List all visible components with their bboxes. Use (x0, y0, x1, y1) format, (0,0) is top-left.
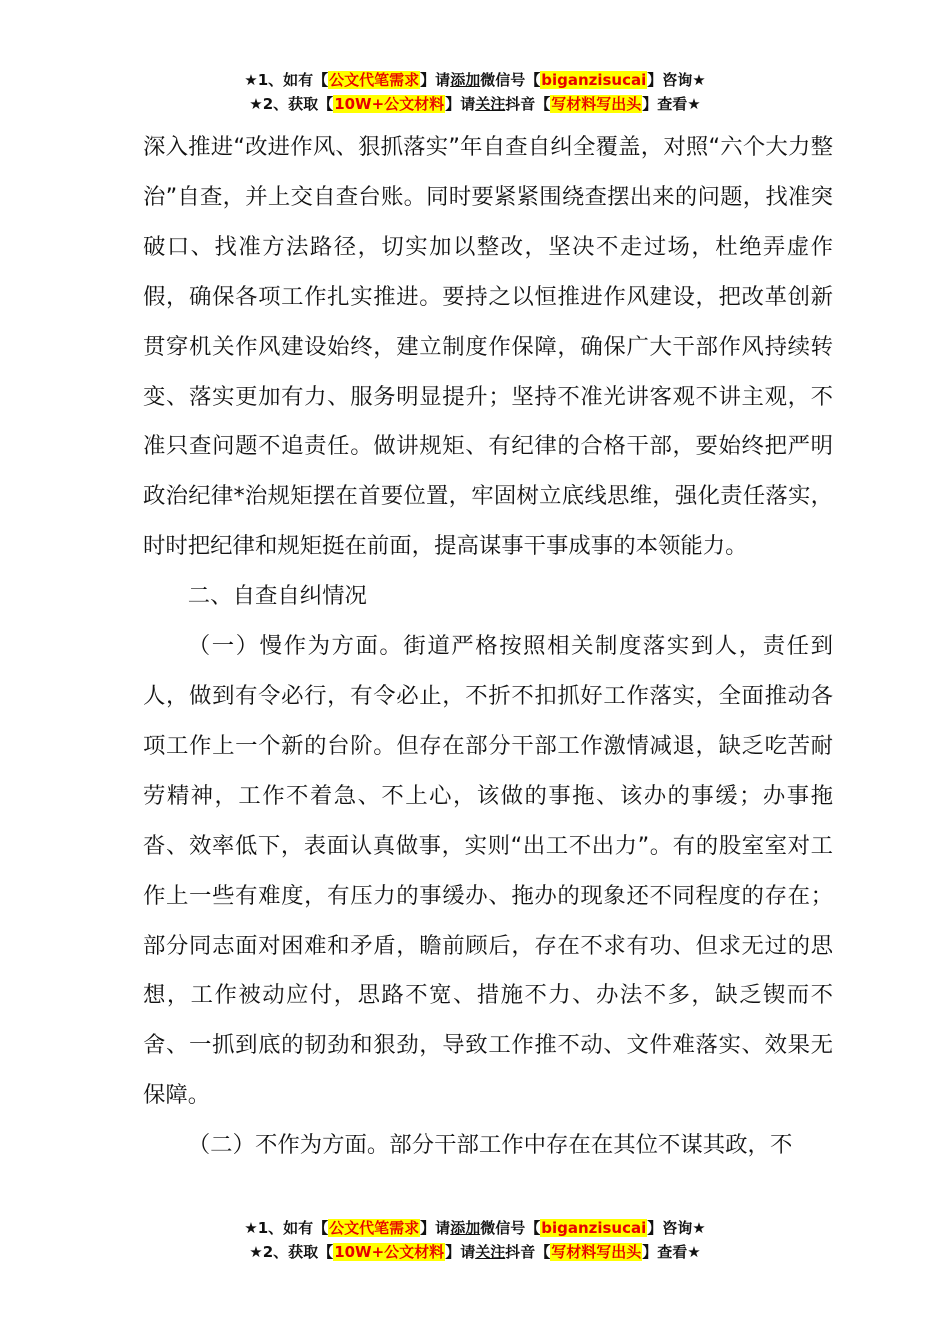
banner-text: 抖音【 (505, 95, 551, 113)
banner-text: ★1、如有【 (244, 1219, 329, 1237)
paragraph-slow-action: （一）慢作为方面。街道严格按照相关制度落实到人，责任到人，做到有令必行，有令必止，不折不扣抓好工作落实，全面推动各项工作上一个新的台阶。但存在部分干部工作激情减退，缺乏吃苦耐劳精神，工作不着急、不上心，该做的事拖、该办的事缓；办事拖沓、效率低下，表面认真做事，实则“出工不出力”。有的股室室对工作上一些有难度，有压力的事缓办、拖办的现象还不同程度的存在；部分同志面对困难和矛盾，瞻前顾后，存在不求有功、但求无过的思想，工作被动应付，思路不宽、措施不力、办法不多，缺乏锲而不舍、一抓到底的韧劲和狠劲，导致工作推不动、文件难落实、效果无保障。 (143, 633, 833, 1109)
paragraph-continuation: 深入推进“改进作风、狠抓落实”年自查自纠全覆盖，对照“六个大力整治”自查，并上交自查台账。同时要紧紧围绕查摆出来的问题，找准突破口、找准方法路径，切实加以整改，坚决不走过场，杜绝弄虚作假，确保各项工作扎实推进。要持之以恒推进作风建设，把改革创新贯穿机关作风建设始终，建立制度作保障，确保广大干部作风持续转变、落实更加有力、服务明显提升；坚持不准光讲客观不讲主观，不准只查问题不追责任。做讲规矩、有纪律的合格干部，要始终把严明政治纪律*治规矩摆在首要位置，牢固树立底线思维，强化责任落实，时时把纪律和规矩挺在前面，提高谋事干事成事的本领能力。 (143, 134, 833, 560)
banner-highlight: 10W+公文材料 (334, 95, 445, 113)
banner-wechat-id: biganzisucai (541, 71, 647, 89)
document-body (143, 123, 833, 1171)
banner-wechat-id: biganzisucai (541, 1219, 647, 1237)
banner-text: 】咨询★ (647, 71, 706, 89)
paragraph-inaction: （二）不作为方面。部分干部工作中存在在其位不谋其政，不 (187, 1132, 793, 1159)
banner-text: 】查看★ (642, 95, 701, 113)
banner-text: ★2、获取【 (249, 95, 334, 113)
banner-text: 抖音【 (505, 1243, 551, 1261)
banner-line-2 (0, 1240, 950, 1264)
banner-highlight: 10W+公文材料 (334, 1243, 445, 1261)
banner-text: 】请 (420, 71, 451, 89)
section-heading: 二、自查自纠情况 (187, 583, 367, 610)
banner-douyin-name: 写材料写出头 (551, 1243, 642, 1261)
footer-banner (0, 1216, 950, 1264)
banner-text: 】请 (445, 95, 476, 113)
banner-highlight: 公文代笔需求 (329, 71, 420, 89)
banner-highlight: 公文代笔需求 (329, 1219, 420, 1237)
banner-underlined-text: 关注 (475, 1243, 506, 1261)
banner-text: ★1、如有【 (244, 71, 329, 89)
banner-text: 】请 (445, 1243, 476, 1261)
banner-douyin-name: 写材料写出头 (551, 95, 642, 113)
banner-line-1 (0, 68, 950, 92)
banner-text: 】请 (420, 1219, 451, 1237)
banner-underlined-text: 关注 (475, 95, 506, 113)
banner-line-1 (0, 1216, 950, 1240)
banner-text: ★2、获取【 (249, 1243, 334, 1261)
header-banner (0, 68, 950, 116)
banner-underlined-text: 添加 (450, 71, 481, 89)
banner-text: 】咨询★ (647, 1219, 706, 1237)
banner-line-2 (0, 92, 950, 116)
banner-underlined-text: 添加 (450, 1219, 481, 1237)
banner-text: 微信号【 (480, 1219, 541, 1237)
banner-text: 】查看★ (642, 1243, 701, 1261)
banner-text: 微信号【 (480, 71, 541, 89)
